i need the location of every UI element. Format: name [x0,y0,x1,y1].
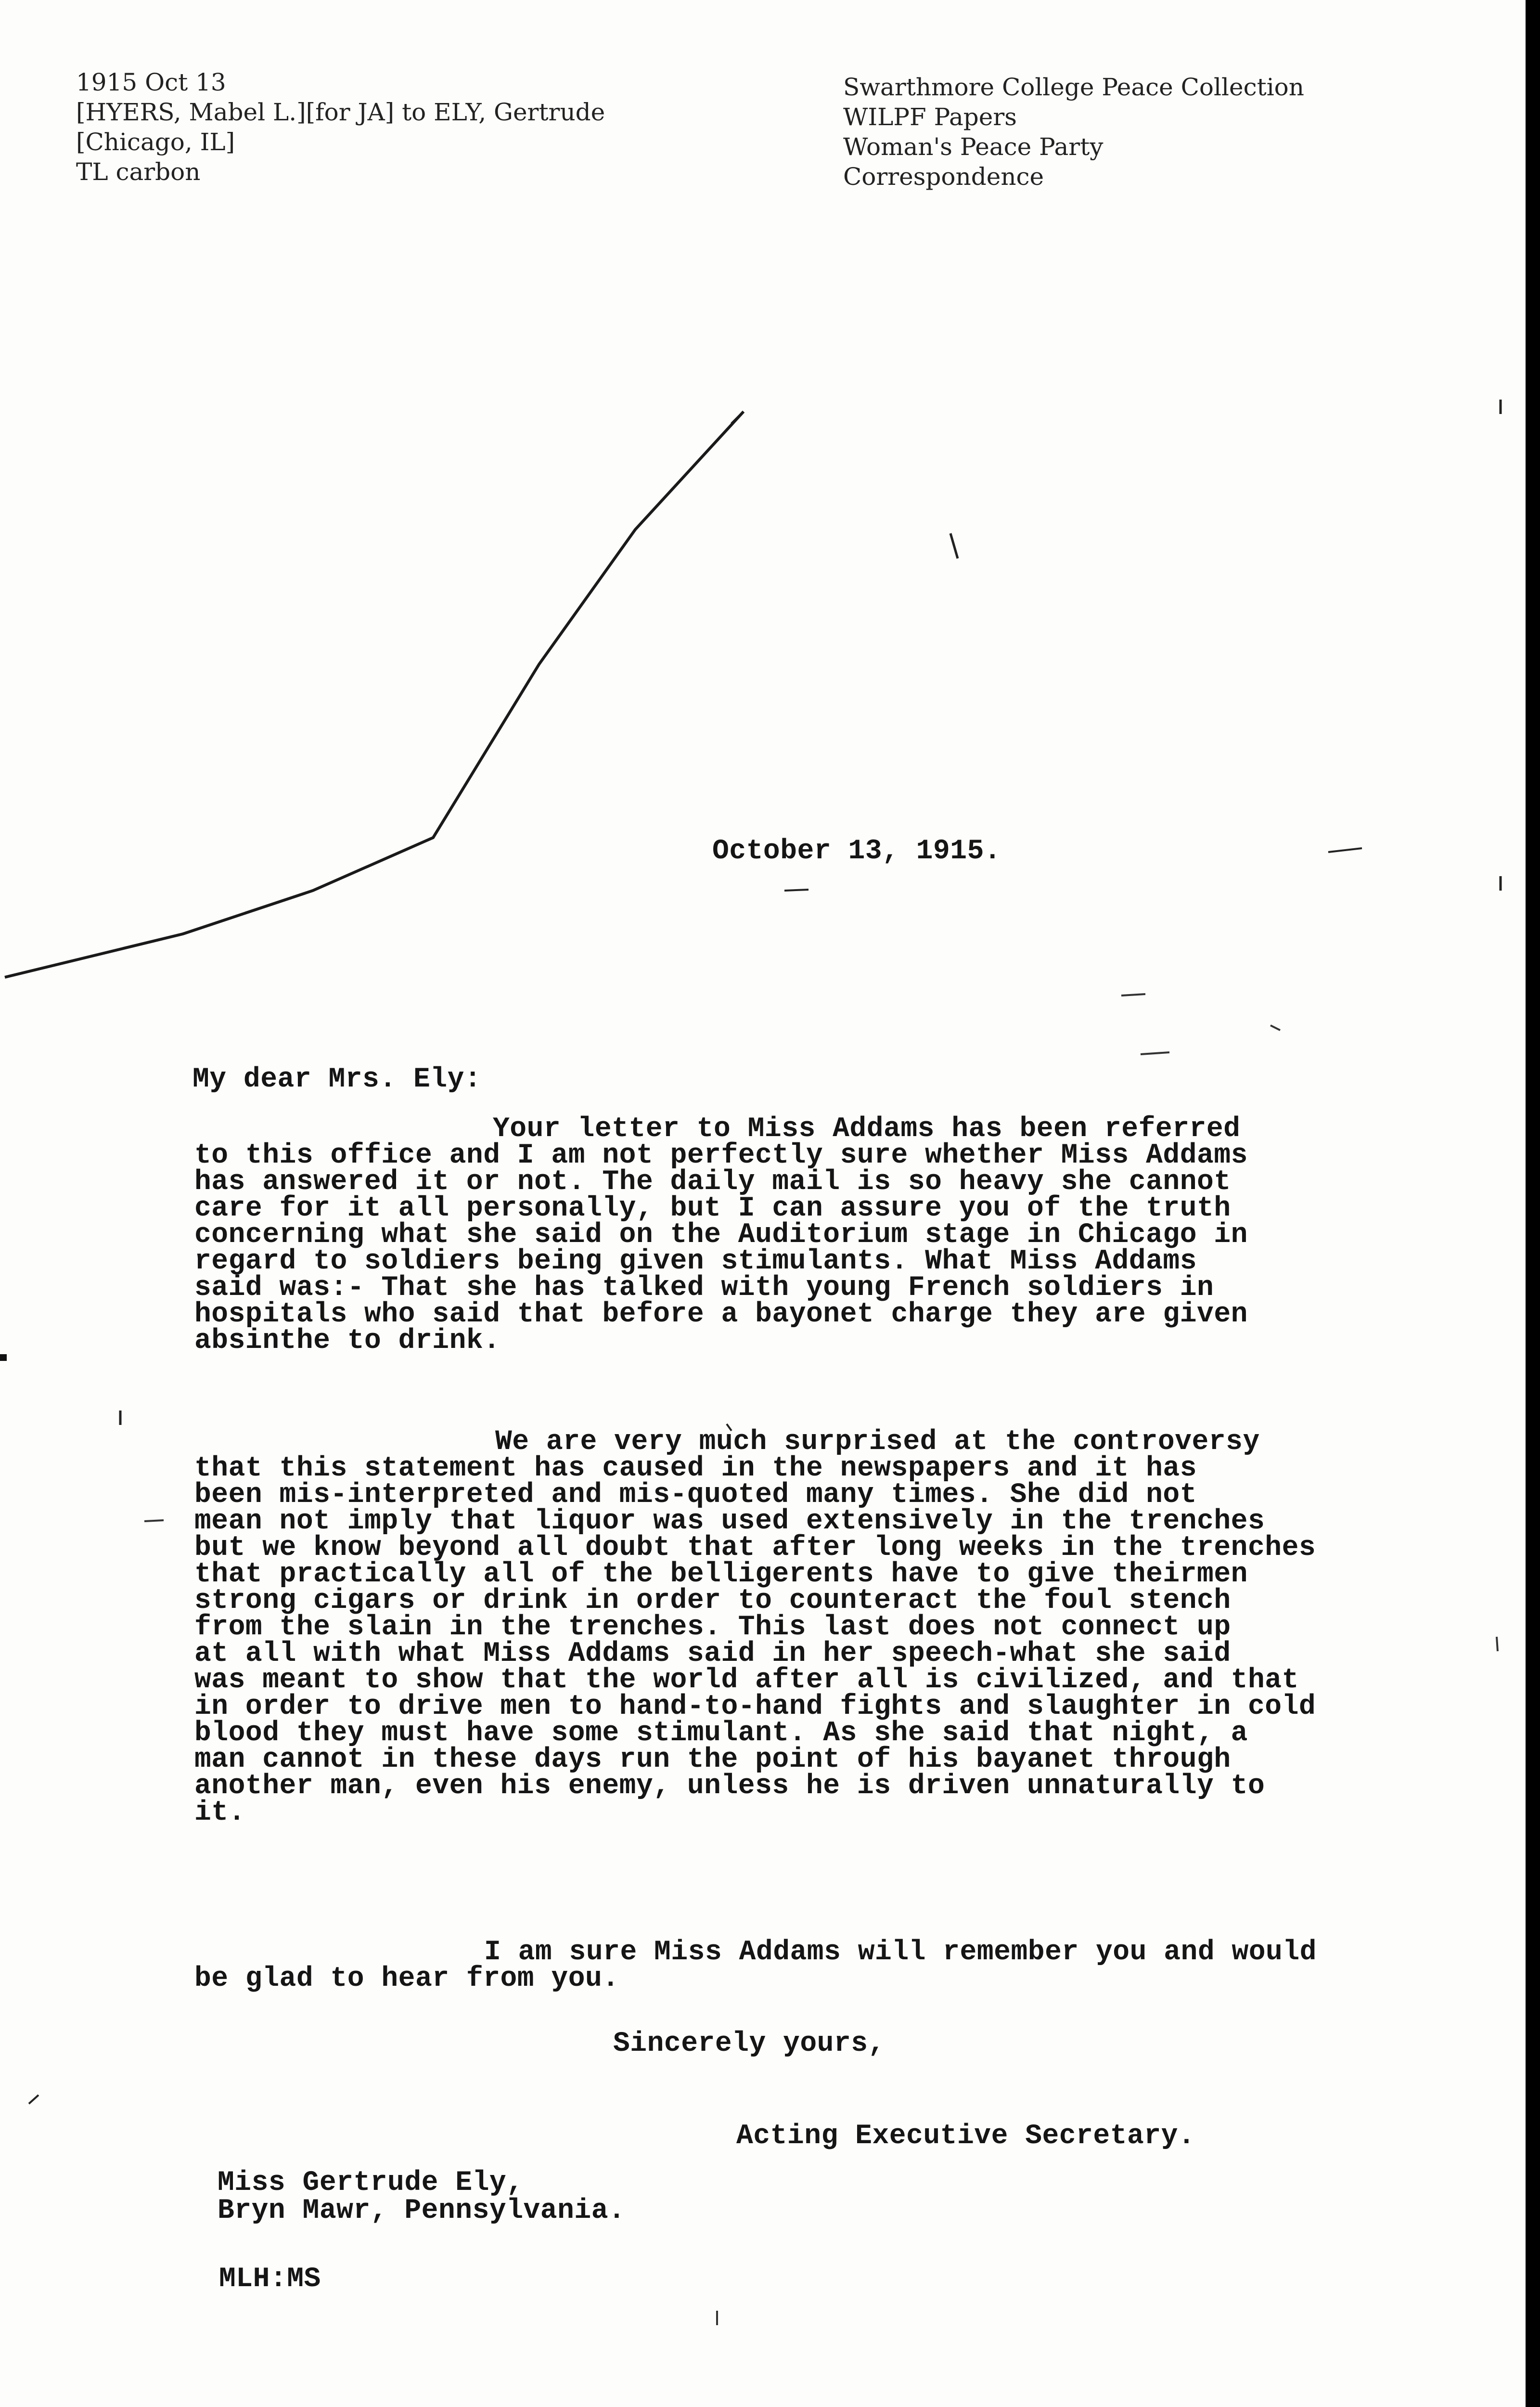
metadata-format: TL carbon [76,158,201,186]
body-line: regard to soldiers being given stimulants. What Miss Addams [194,1246,1197,1277]
body-line: concerning what she said on the Auditorium stage in Chicago in [194,1219,1248,1251]
body-line: hospitals who said that before a bayonet charge they are given [194,1299,1248,1330]
body-line: mean not imply that liquor was used extensively in the trenches [194,1506,1265,1537]
body-line: another man, even his enemy, unless he is driven unnaturally to [194,1771,1265,1802]
body-line: at all with what Miss Addams said in her speech-what she said [194,1638,1231,1669]
body-line: strong cigars or drink in order to counteract the foul stench [194,1585,1231,1617]
recipient-location: Bryn Mawr, Pennsylvania. [218,2195,626,2226]
body-line: Your letter to Miss Addams has been referred [493,1113,1241,1145]
collection-folder: Correspondence [843,163,1044,191]
body-line: said was:- That she has talked with young French soldiers in [194,1272,1214,1304]
body-line: to this office and I am not perfectly sure whether Miss Addams [194,1140,1248,1171]
metadata-place: [Chicago, IL] [76,128,235,156]
body-line: in order to drive men to hand-to-hand fights and slaughter in cold [194,1691,1316,1722]
body-line: it. [194,1797,245,1828]
body-line: We are very much surprised at the controversy [495,1426,1260,1458]
signature-title: Acting Executive Secretary. [736,2121,1195,2152]
paragraph-1 [194,1113,1446,1357]
body-line: be glad to hear from you. [194,1963,619,1994]
collection-info [843,72,1469,192]
typist-initials: MLH:MS [219,2264,321,2295]
body-line: that practically all of the belligerents have to give theirmen [194,1559,1248,1590]
recipient-name: Miss Gertrude Ely, [218,2167,524,2199]
body-line: but we know beyond all doubt that after long weeks in the trenches [194,1532,1316,1564]
collection-name: Swarthmore College Peace Collection [843,73,1304,101]
scan-border [1526,0,1540,2407]
body-line: I am sure Miss Addams will remember you and would [484,1937,1317,1968]
letter-date: October 13, 1915. [712,836,1001,867]
body-line: been mis-interpreted and mis-quoted many times. She did not [194,1479,1197,1511]
paragraph-3 [194,1939,1446,1992]
body-line: from the slain in the trenches. This last does not connect up [194,1612,1231,1643]
salutation: My dear Mrs. Ely: [192,1064,482,1095]
collection-subseries: Woman's Peace Party [843,133,1104,161]
body-line: man cannot in these days run the point of his bayanet through [194,1744,1231,1775]
paragraph-2 [194,1426,1446,1828]
metadata-correspondents: [HYERS, Mabel L.][for JA] to ELY, Gertrude [76,98,605,126]
collection-series: WILPF Papers [843,103,1017,131]
body-line: care for it all personally, but I can assure you of the truth [194,1193,1231,1224]
body-line: blood they must have some stimulant. As she said that night, a [194,1718,1248,1749]
body-line: was meant to show that the world after all is civilized, and that [194,1665,1299,1696]
body-line: has answered it or not. The daily mail is so heavy she cannot [194,1166,1231,1198]
complimentary-close: Sincerely yours, [613,2028,885,2059]
body-line: absinthe to drink. [194,1325,500,1357]
body-line: that this statement has caused in the newspapers and it has [194,1453,1197,1484]
metadata-date: 1915 Oct 13 [76,68,226,96]
archive-metadata [76,67,798,187]
recipient-address [218,2169,625,2225]
